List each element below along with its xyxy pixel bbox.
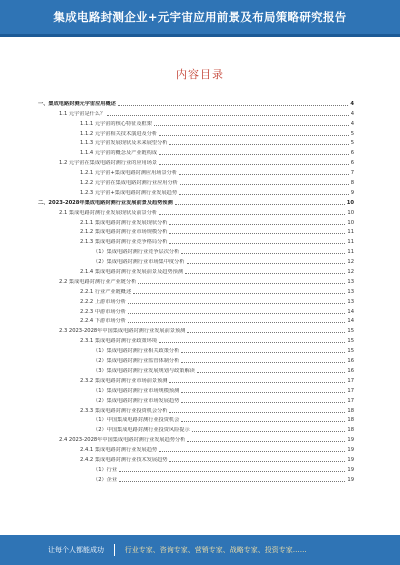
toc-entry-page: 13 xyxy=(347,278,354,285)
toc-entry-page: 19 xyxy=(347,456,354,463)
toc-leader-dots xyxy=(119,470,345,472)
toc-entry[interactable] xyxy=(38,156,354,166)
toc-entry-page: 19 xyxy=(347,476,354,483)
toc-entry[interactable] xyxy=(38,394,354,404)
toc-leader-dots xyxy=(138,282,345,284)
toc-leader-dots xyxy=(159,163,349,165)
toc-leader-dots xyxy=(179,173,349,175)
toc-entry-label: 2.2.3 中游市场分析 xyxy=(38,309,127,315)
toc-entry[interactable] xyxy=(38,117,354,127)
toc-entry[interactable] xyxy=(38,176,354,186)
toc-entry-label: 1.1.1 元宇宙的核心特征及框架 xyxy=(38,121,153,127)
toc-entry-page: 15 xyxy=(347,348,354,355)
toc-entry[interactable] xyxy=(38,463,354,473)
toc-entry[interactable] xyxy=(38,384,354,394)
toc-entry-label: 2.2.1 行业产业链概述 xyxy=(38,289,132,295)
toc-leader-dots xyxy=(187,262,346,264)
toc-entry[interactable] xyxy=(38,216,354,226)
toc-entry[interactable] xyxy=(38,354,354,364)
toc-entry-page: 17 xyxy=(347,387,354,394)
toc-entry-page: 18 xyxy=(347,407,354,414)
toc-entry[interactable] xyxy=(38,255,354,265)
toc-entry[interactable] xyxy=(38,453,354,463)
toc-leader-dots xyxy=(181,401,345,403)
toc-entry[interactable] xyxy=(38,334,354,344)
toc-entry[interactable] xyxy=(38,245,354,255)
footer-slogan: 让每个人都能成功 xyxy=(48,546,104,554)
toc-entry[interactable] xyxy=(38,374,354,384)
toc-leader-dots xyxy=(185,272,345,274)
toc-entry-label: 2.1.1 集成电路封测行业发展现状分析 xyxy=(38,220,168,226)
toc-entry[interactable] xyxy=(38,433,354,443)
table-of-contents xyxy=(38,97,354,483)
toc-entry[interactable] xyxy=(38,206,354,216)
toc-entry-page: 12 xyxy=(347,269,354,276)
toc-entry-label: 2.2 集成电路封测行业产业链分析 xyxy=(38,279,137,285)
toc-entry-page: 14 xyxy=(347,318,354,325)
toc-entry-page: 19 xyxy=(347,447,354,454)
toc-entry-label: 2.1 集成电路封测行业发展现状及前景分析 xyxy=(38,210,158,216)
toc-leader-dots xyxy=(180,183,349,185)
toc-entry[interactable] xyxy=(38,186,354,196)
toc-leader-dots xyxy=(128,321,345,323)
toc-entry-label: 2.2.2 上游市场分析 xyxy=(38,299,127,305)
toc-heading: 内容目录 xyxy=(176,68,224,81)
toc-entry-page: 19 xyxy=(347,466,354,473)
toc-entry[interactable] xyxy=(38,344,354,354)
toc-entry-page: 18 xyxy=(347,417,354,424)
toc-leader-dots xyxy=(175,203,345,205)
toc-entry-page: 18 xyxy=(347,427,354,434)
toc-entry-label: （2）集成电路封测行业市场集中度分析 xyxy=(38,259,186,265)
toc-leader-dots xyxy=(118,104,349,106)
toc-entry[interactable] xyxy=(38,146,354,156)
toc-entry[interactable] xyxy=(38,97,354,107)
toc-entry-label: （1）集成电路封测行业市场规模预测 xyxy=(38,388,180,394)
toc-leader-dots xyxy=(159,341,345,343)
toc-entry-label: 2.3.2 集成电路封测行业市场前景预测 xyxy=(38,378,168,384)
toc-entry[interactable] xyxy=(38,127,354,137)
toc-entry-page: 17 xyxy=(347,377,354,384)
toc-entry-page: 13 xyxy=(347,298,354,305)
toc-entry-label: （2）企业 xyxy=(38,477,118,483)
toc-entry-page: 11 xyxy=(347,249,354,256)
toc-entry-page: 15 xyxy=(347,338,354,345)
toc-entry[interactable] xyxy=(38,404,354,414)
toc-entry[interactable] xyxy=(38,196,354,206)
toc-entry-label: 1.1.3 元宇宙发展现状及未来展望分析 xyxy=(38,140,168,146)
toc-entry-label: 2.4 2023-2028年中国集成电路封测行业发展趋势分析 xyxy=(38,437,186,443)
toc-entry-page: 16 xyxy=(347,367,354,374)
toc-entry-page: 13 xyxy=(347,288,354,295)
toc-leader-dots xyxy=(187,331,345,333)
toc-leader-dots xyxy=(133,292,345,294)
toc-entry[interactable] xyxy=(38,414,354,424)
toc-leader-dots xyxy=(159,153,349,155)
toc-entry-page: 6 xyxy=(350,160,354,167)
footer-divider xyxy=(114,544,115,556)
toc-entry[interactable] xyxy=(38,166,354,176)
toc-leader-dots xyxy=(169,143,348,145)
toc-entry-page: 10 xyxy=(347,209,354,216)
toc-entry-label: 2.2.4 下游市场分析 xyxy=(38,318,127,324)
toc-leader-dots xyxy=(187,440,345,442)
toc-entry[interactable] xyxy=(38,305,354,315)
toc-leader-dots xyxy=(197,371,346,373)
toc-leader-dots xyxy=(181,351,345,353)
toc-leader-dots xyxy=(169,223,345,225)
toc-entry-label: 一、集成电路封测元宇宙应用概述 xyxy=(38,100,116,107)
toc-entry-label: 1.2.1 元宇宙+集成电路封测应用场景分析 xyxy=(38,170,178,176)
toc-entry-label: 2.4.2 集成电路封测行业技术发展趋势 xyxy=(38,457,168,463)
toc-entry[interactable] xyxy=(38,226,354,236)
toc-leader-dots xyxy=(169,242,345,244)
toc-entry[interactable] xyxy=(38,443,354,453)
toc-entry[interactable] xyxy=(38,315,354,325)
toc-leader-dots xyxy=(154,124,349,126)
toc-leader-dots xyxy=(181,420,345,422)
toc-entry-label: 1.1.2 元宇宙相关技术演进及分析 xyxy=(38,131,158,137)
toc-entry-label: （2）集成电路封测行业市场发展趋势 xyxy=(38,398,180,404)
toc-entry-page: 16 xyxy=(347,358,354,365)
toc-entry-label: 1.2.2 元宇宙在集成电路封测行业应用分析 xyxy=(38,180,179,186)
toc-entry-page: 8 xyxy=(350,180,354,187)
toc-entry[interactable] xyxy=(38,364,354,374)
toc-leader-dots xyxy=(119,480,345,482)
toc-entry[interactable] xyxy=(38,265,354,275)
toc-leader-dots xyxy=(169,232,345,234)
toc-entry-label: 1.1.4 元宇宙的概念及产业链构成 xyxy=(38,150,158,156)
toc-entry-page: 4 xyxy=(350,120,354,127)
toc-entry[interactable] xyxy=(38,107,354,117)
toc-entry[interactable] xyxy=(38,295,354,305)
toc-entry-label: 2.1.3 集成电路封测行业竞争格局分析 xyxy=(38,239,168,245)
toc-entry-label: （1）集成电路封测行业相关政策分析 xyxy=(38,348,180,354)
toc-entry-label: 二、2023-2028年集成电路封测行业发展前景及趋势预测 xyxy=(38,199,173,206)
toc-entry-page: 15 xyxy=(347,328,354,335)
toc-entry-page: 5 xyxy=(350,130,354,137)
toc-entry[interactable] xyxy=(38,275,354,285)
toc-entry-page: 14 xyxy=(347,308,354,315)
toc-leader-dots xyxy=(128,312,345,314)
toc-entry-page: 10 xyxy=(347,219,354,226)
toc-entry-page: 4 xyxy=(350,100,354,107)
footer-tagline: 行业专家、咨询专家、营销专家、战略专家、投资专家…… xyxy=(124,546,307,554)
toc-entry[interactable] xyxy=(38,137,354,147)
toc-entry-page: 19 xyxy=(347,437,354,444)
toc-entry-label: （2）中国集成电路封测行业投资风险提示 xyxy=(38,427,191,433)
report-title: 集成电路封测企业+元宇宙应用前景及布局策略研究报告 xyxy=(53,10,347,24)
toc-entry-label: 2.1.4 集成电路封测行业发展前景及趋势预测 xyxy=(38,269,184,275)
toc-entry[interactable] xyxy=(38,324,354,334)
report-header xyxy=(0,0,400,34)
toc-entry[interactable] xyxy=(38,235,354,245)
toc-entry-page: 10 xyxy=(346,199,354,206)
toc-leader-dots xyxy=(169,460,345,462)
toc-leader-dots xyxy=(181,391,345,393)
toc-leader-dots xyxy=(107,114,348,116)
toc-entry-page: 6 xyxy=(350,150,354,157)
toc-entry-page: 4 xyxy=(350,110,354,117)
toc-leader-dots xyxy=(192,430,346,432)
toc-entry-label: 2.3 2023-2028年中国集成电路封测行业发展前景预测 xyxy=(38,328,186,334)
toc-entry-page: 17 xyxy=(347,397,354,404)
toc-leader-dots xyxy=(128,302,345,304)
toc-leader-dots xyxy=(181,252,345,254)
toc-entry-label: 1.2 元宇宙在集成电路封测行业的应用场景 xyxy=(38,160,158,166)
toc-entry-label: （1）行业 xyxy=(38,467,118,473)
toc-entry[interactable] xyxy=(38,423,354,433)
toc-entry-label: （2）集成电路封测行业监管体制分析 xyxy=(38,358,180,364)
toc-entry[interactable] xyxy=(38,473,354,483)
toc-entry-page: 11 xyxy=(347,229,354,236)
toc-entry-page: 7 xyxy=(350,170,354,177)
toc-leader-dots xyxy=(159,134,349,136)
toc-leader-dots xyxy=(169,381,345,383)
toc-leader-dots xyxy=(159,213,345,215)
toc-entry-label: 2.3.3 集成电路封测行业投资机会分析 xyxy=(38,408,168,414)
toc-entry-label: 2.4.1 集成电路封测行业发展趋势 xyxy=(38,447,158,453)
toc-entry-page: 9 xyxy=(350,189,354,196)
toc-entry-label: 2.1.2 集成电路封测行业市场规模分析 xyxy=(38,229,168,235)
report-footer xyxy=(0,535,400,565)
toc-entry-page: 11 xyxy=(347,239,354,246)
header-divider xyxy=(0,34,400,37)
toc-entry[interactable] xyxy=(38,285,354,295)
toc-leader-dots xyxy=(179,193,349,195)
toc-leader-dots xyxy=(159,450,345,452)
toc-entry-label: 1.1 元宇宙是什么？ xyxy=(38,111,106,117)
toc-entry-label: （1）集成电路封测行业竞争层次分析 xyxy=(38,249,180,255)
toc-entry-label: 2.3.1 集成电路封测行业政策环境 xyxy=(38,338,158,344)
toc-leader-dots xyxy=(169,411,345,413)
toc-entry-page: 5 xyxy=(350,140,354,147)
toc-entry-label: （3）集成电路封测行业发展规划与政策解读 xyxy=(38,368,196,374)
toc-leader-dots xyxy=(181,361,345,363)
toc-entry-label: （1）中国集成电路封测行业投资机会 xyxy=(38,417,180,423)
toc-entry-label: 1.2.3 元宇宙+集成电路封测行业发展趋势 xyxy=(38,190,178,196)
toc-entry-page: 12 xyxy=(347,259,354,266)
